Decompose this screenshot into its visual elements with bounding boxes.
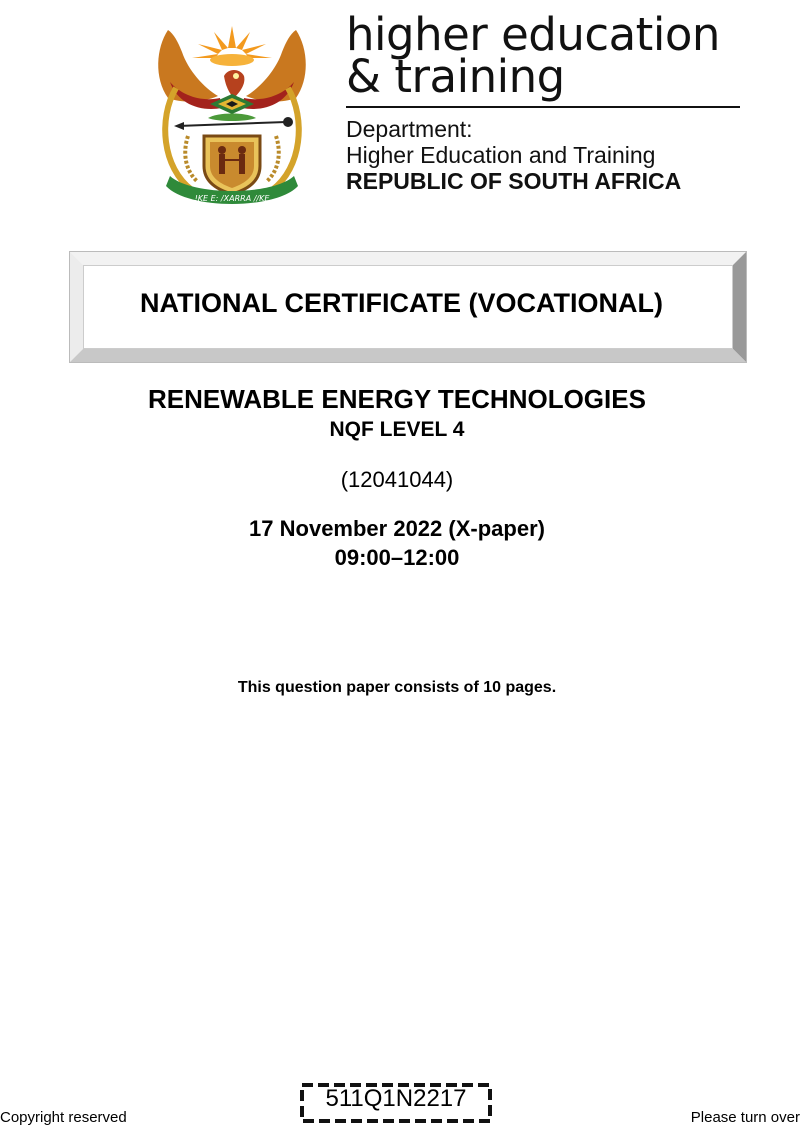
- banner-title: NATIONAL CERTIFICATE (VOCATIONAL): [140, 288, 663, 318]
- turn-over-label: Please turn over: [690, 1109, 800, 1126]
- country-name: REPUBLIC OF SOUTH AFRICA: [346, 168, 682, 194]
- subject-title: RENEWABLE ENERGY TECHNOLOGIES: [148, 384, 646, 414]
- paper-code: 511Q1N2217: [325, 1085, 467, 1112]
- copyright-label: Copyright reserved: [0, 1109, 127, 1126]
- coat-of-arms-icon: [148, 18, 316, 214]
- exam-time: 09:00–12:00: [334, 545, 460, 570]
- subject-code: (12041044): [340, 467, 454, 492]
- nqf-level: NQF LEVEL 4: [329, 418, 465, 441]
- brand-title-line1: higher education: [346, 8, 720, 61]
- page-count-note: This question paper consists of 10 pages.: [237, 679, 557, 696]
- exam-date: 17 November 2022 (X-paper): [249, 516, 545, 541]
- department-label: Department:: [346, 116, 473, 142]
- svg-text:!KE E: /XARRA //KE: !KE E: /XARRA //KE: [194, 194, 270, 203]
- brand-divider: [346, 106, 740, 108]
- brand-title-line2: & training: [346, 50, 565, 103]
- department-name: Higher Education and Training: [346, 142, 656, 168]
